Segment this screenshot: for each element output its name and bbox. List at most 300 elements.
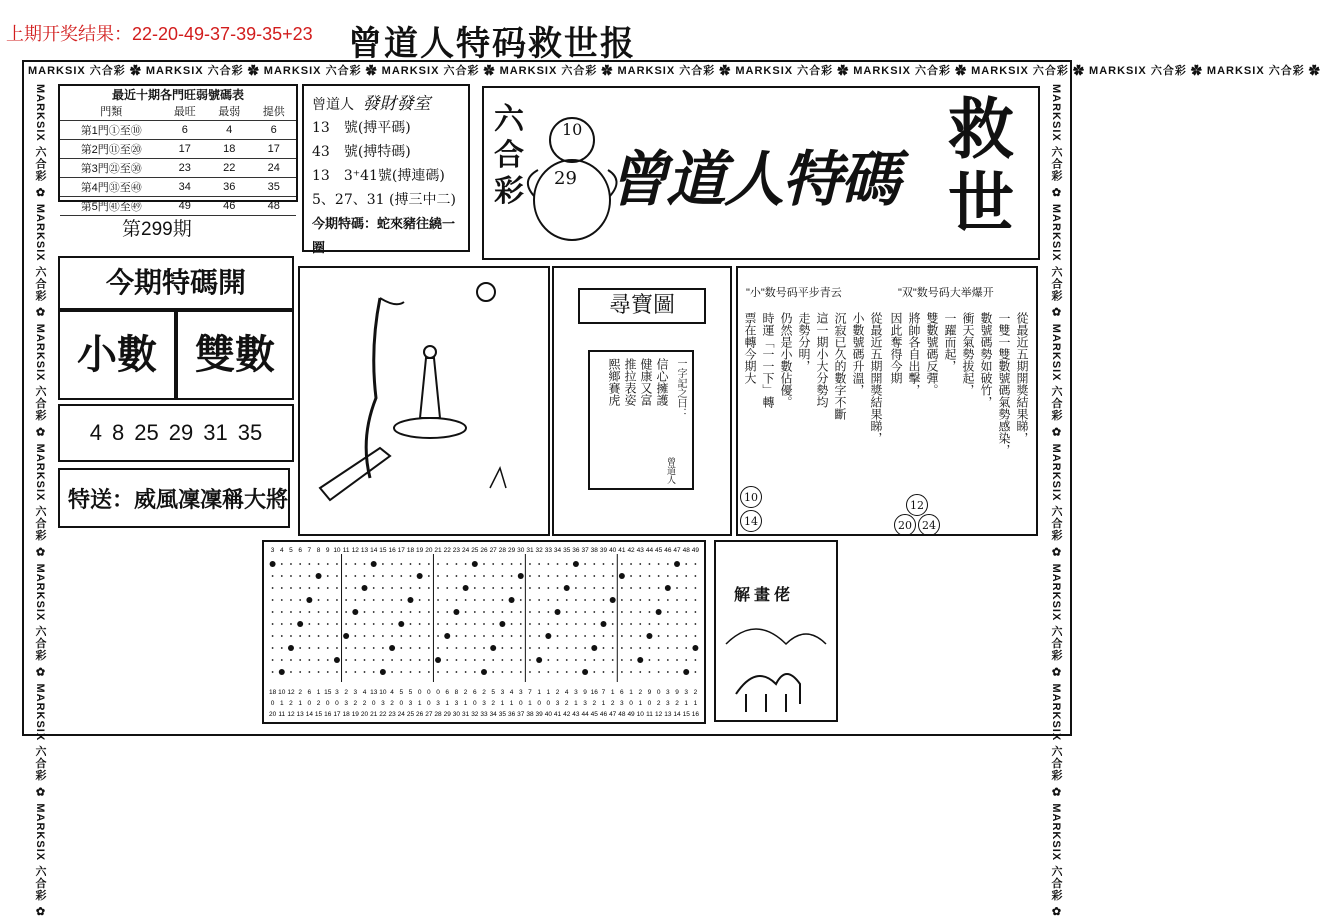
grid-dot <box>465 671 467 673</box>
grid-bottom-number: 0 <box>399 700 404 707</box>
grid-dot <box>419 623 421 625</box>
grid-dot <box>575 599 577 601</box>
grid-dot <box>557 623 559 625</box>
grid-dot <box>639 599 641 601</box>
grid-dot <box>584 563 586 565</box>
issue-number: 第299期 <box>122 219 192 240</box>
stats-row <box>60 197 296 216</box>
grid-dot <box>547 563 549 565</box>
grid-dot <box>511 587 513 589</box>
grid-dot <box>685 611 687 613</box>
grid-dot <box>492 635 494 637</box>
grid-dot <box>667 647 669 649</box>
grid-dot <box>465 623 467 625</box>
article-circle: 20 <box>894 514 916 536</box>
grid-dot <box>658 623 660 625</box>
grid-dot <box>557 635 559 637</box>
grid-bottom-number: 3 <box>335 689 339 696</box>
grid-dot <box>566 671 568 673</box>
grid-dot <box>456 647 458 649</box>
grid-dot <box>308 611 310 613</box>
grid-dot <box>667 623 669 625</box>
last-result <box>6 20 313 46</box>
grid-dot <box>695 623 697 625</box>
grid-bottom-number: 1 <box>500 700 505 707</box>
grid-hit-dot <box>279 669 285 675</box>
grid-bottom-number: 0 <box>335 700 339 707</box>
grid-dot <box>557 647 559 649</box>
grid-dot <box>299 599 301 601</box>
grid-bottom-number: 40 <box>544 711 552 718</box>
grid-dot <box>621 671 623 673</box>
grid-dot <box>474 671 476 673</box>
grid-dot <box>272 659 274 661</box>
grid-hit-dot <box>582 669 588 675</box>
grid-dot <box>299 647 301 649</box>
grid-hit-dot <box>453 609 459 615</box>
grid-dot <box>511 635 513 637</box>
grid-dot <box>547 671 549 673</box>
grid-dot <box>501 659 503 661</box>
grid-bottom-number: 0 <box>436 689 440 696</box>
grid-dot <box>391 599 393 601</box>
grid-hit-dot <box>692 645 698 651</box>
zengdaoren-signature: 發財發室 <box>362 94 431 114</box>
grid-dot <box>667 671 669 673</box>
grid-dot <box>547 623 549 625</box>
grid-dot <box>658 587 660 589</box>
grid-dot <box>621 587 623 589</box>
grid-dot <box>410 611 412 613</box>
grid-bottom-number: 2 <box>592 700 597 707</box>
grid-dot <box>318 563 320 565</box>
grid-dot <box>538 623 540 625</box>
grid-bottom-number: 2 <box>362 700 367 707</box>
grid-hit-dot <box>371 561 377 567</box>
grid-dot <box>456 671 458 673</box>
grid-bottom-number: 24 <box>397 711 405 718</box>
grid-bottom-number: 1 <box>298 700 302 707</box>
result-numbers: 22-20-49-37-39-35+23 <box>132 24 313 44</box>
grid-dot <box>364 599 366 601</box>
grid-dot <box>428 635 430 637</box>
grid-hit-dot <box>509 597 515 603</box>
treasure-column: 信心擁護 <box>655 358 669 406</box>
grid-bottom-number: 1 <box>629 689 633 696</box>
grid-dot <box>511 659 513 661</box>
grid-dot <box>538 563 540 565</box>
grid-dot <box>630 635 632 637</box>
grid-dot <box>483 647 485 649</box>
grid-hit-dot <box>306 597 312 603</box>
grid-dot <box>428 587 430 589</box>
grid-dot <box>364 635 366 637</box>
grid-dot <box>446 575 448 577</box>
grid-dot <box>281 611 283 613</box>
grid-dot <box>547 659 549 661</box>
grid-bottom-number: 2 <box>298 689 302 696</box>
grid-dot <box>547 611 549 613</box>
grid-dot <box>456 599 458 601</box>
stats-cell: 23 <box>163 159 207 178</box>
article-column: 因此奪得今期 <box>889 312 903 384</box>
grid-dot <box>308 623 310 625</box>
grid-dot <box>511 647 513 649</box>
grid-dot <box>437 671 439 673</box>
grid-dot <box>364 611 366 613</box>
grid-dot <box>649 623 651 625</box>
grid-dot <box>336 563 338 565</box>
grid-bottom-number: 4 <box>564 689 569 696</box>
stats-cell: 48 <box>251 197 296 216</box>
grid-dot <box>354 563 356 565</box>
logo-title: 曾道人特碼 <box>608 145 898 215</box>
grid-dot <box>354 587 356 589</box>
grid-dot <box>649 587 651 589</box>
grid-dot <box>685 647 687 649</box>
grid-dot <box>584 599 586 601</box>
grid-dot <box>658 635 660 637</box>
watermark-right: MARKSIX 六合彩 ✿ MARKSIX 六合彩 ✿ MARKSIX 六合彩 ✿ MARKSIX 六合彩 ✿ MARKSIX 六合彩 ✿ MARKSIX 六合彩 ✿ MARKSIX 六合彩 ✿ <box>1050 84 1062 919</box>
grid-bottom-number: 31 <box>461 711 470 718</box>
grid-dot <box>382 587 384 589</box>
grid-header-number: 16 <box>388 547 396 554</box>
grid-dot <box>474 647 476 649</box>
grid-dot <box>676 599 678 601</box>
grid-dot <box>603 659 605 661</box>
grid-bottom-number: 0 <box>518 700 523 707</box>
article-head-small: "小"数号码平步青云 <box>746 287 842 299</box>
grid-header-number: 26 <box>480 547 488 554</box>
stats-cell: 17 <box>163 140 207 159</box>
stats-cell: 第5門㊶至㊾ <box>60 197 163 216</box>
grid-bottom-number: 42 <box>563 711 571 718</box>
grid-dot <box>566 599 568 601</box>
grid-bottom-number: 3 <box>500 689 505 696</box>
grid-dot <box>557 659 559 661</box>
grid-header-number: 22 <box>443 547 451 554</box>
grid-hit-dot <box>646 633 652 639</box>
grid-bottom-number: 15 <box>314 711 323 718</box>
grid-dot <box>272 647 274 649</box>
grid-bottom-number: 0 <box>546 700 551 707</box>
grid-dot <box>290 563 292 565</box>
grid-dot <box>676 611 678 613</box>
grid-bottom-number: 2 <box>638 689 643 696</box>
grid-dot <box>272 671 274 673</box>
grid-dot <box>529 671 531 673</box>
grid-bottom-number: 1 <box>684 700 689 707</box>
grid-bottom-number: 27 <box>425 711 433 718</box>
grid-dot <box>327 611 329 613</box>
grid-dot <box>612 659 614 661</box>
grid-dot <box>529 635 531 637</box>
grid-bottom-number: 10 <box>636 711 644 718</box>
open-left: 小數 <box>58 310 176 400</box>
pick-number: 25 <box>134 420 159 445</box>
grid-bottom-number: 0 <box>537 700 541 707</box>
grid-header-number: 49 <box>691 547 700 554</box>
grid-dot <box>364 659 366 661</box>
grid-bottom-number: 3 <box>666 689 670 696</box>
grid-dot <box>437 575 439 577</box>
grid-dot <box>446 563 448 565</box>
grid-header-number: 6 <box>298 547 302 554</box>
grid-dot <box>456 623 458 625</box>
grid-dot <box>373 587 375 589</box>
grid-hit-dot <box>573 561 579 567</box>
grid-dot <box>492 671 494 673</box>
grid-bottom-number: 2 <box>482 689 486 696</box>
grid-dot <box>373 623 375 625</box>
grid-dot <box>272 623 274 625</box>
grid-bottom-number: 14 <box>673 711 681 718</box>
grid-dot <box>373 575 375 577</box>
grid-dot <box>290 575 292 577</box>
grid-bottom-number: 6 <box>307 689 312 696</box>
grid-dot <box>612 587 614 589</box>
grid-dot <box>603 671 605 673</box>
grid-dot <box>547 575 549 577</box>
grid-dot <box>318 671 320 673</box>
grid-dot <box>391 575 393 577</box>
grid-dot <box>446 599 448 601</box>
grid-dot <box>456 575 458 577</box>
grid-bottom-number: 5 <box>408 689 413 696</box>
grid-dot <box>345 659 347 661</box>
grid-dot <box>382 599 384 601</box>
grid-dot <box>410 647 412 649</box>
grid-dot <box>676 659 678 661</box>
riddle-strip <box>714 540 838 576</box>
zengdaoren-heading <box>312 92 460 116</box>
grid-bottom-number: 1 <box>601 700 606 707</box>
grid-dot <box>649 575 651 577</box>
grid-dot <box>382 563 384 565</box>
grid-header-number: 31 <box>526 547 534 554</box>
grid-dot <box>336 599 338 601</box>
grid-dot <box>492 623 494 625</box>
stats-cell: 4 <box>207 121 251 140</box>
grid-dot <box>336 635 338 637</box>
grid-bottom-number: 3 <box>583 700 587 707</box>
grid-hit-dot <box>518 573 524 579</box>
grid-bottom-number: 2 <box>555 689 560 696</box>
grid-bottom-number: 9 <box>675 689 679 696</box>
stats-table-box <box>58 84 298 213</box>
grid-dot <box>400 611 402 613</box>
grid-bottom-number: 25 <box>406 711 415 718</box>
woman-tree-illustration <box>300 268 548 534</box>
article-column: 從最近五期開獎結果睇， <box>869 312 883 444</box>
grid-bottom-number: 33 <box>480 711 488 718</box>
grid-dot <box>593 611 595 613</box>
grid-dot <box>354 623 356 625</box>
grid-bottom-number: 20 <box>268 711 277 718</box>
grid-dot <box>685 599 687 601</box>
grid-bottom-number: 6 <box>472 689 477 696</box>
grid-dot <box>529 611 531 613</box>
grid-dot <box>318 647 320 649</box>
watermark-top: MARKSIX 六合彩 ✿ MARKSIX 六合彩 ✿ MARKSIX 六合彩 ✿ MARKSIX 六合彩 ✿ MARKSIX 六合彩 ✿ MARKSIX 六合彩 ✿ MARKSIX 六合彩 ✿ MARKSIX 六合彩 ✿ MARKSIX 六合彩 ✿ MARKSIX 六合彩 ✿ MARKSIX 六合彩 ✿ <box>28 65 1321 77</box>
grid-bottom-number: 6 <box>445 689 450 696</box>
article-box <box>736 266 1038 536</box>
grid-hit-dot <box>536 657 542 663</box>
grid-header-number: 18 <box>406 547 415 554</box>
grid-dot <box>676 575 678 577</box>
grid-dot <box>511 623 513 625</box>
grid-header-number: 11 <box>342 547 350 554</box>
grid-dot <box>364 563 366 565</box>
grid-dot <box>318 599 320 601</box>
stats-header: 最旺 <box>163 102 207 121</box>
grid-dot <box>566 659 568 661</box>
grid-dot <box>575 659 577 661</box>
grid-bottom-number: 2 <box>344 689 348 696</box>
stats-header-row <box>60 102 296 121</box>
stats-cell: 第1門①至⑩ <box>60 121 163 140</box>
grid-bottom-number: 2 <box>693 689 698 696</box>
grid-dot <box>474 611 476 613</box>
grid-bottom-number: 18 <box>342 711 350 718</box>
grid-bottom-number: 46 <box>599 711 608 718</box>
grid-dot <box>612 563 614 565</box>
trend-grid-svg <box>264 542 704 722</box>
grid-dot <box>538 635 540 637</box>
grid-hit-dot <box>656 609 662 615</box>
grid-dot <box>299 575 301 577</box>
grid-dot <box>336 623 338 625</box>
grid-bottom-number: 11 <box>646 711 653 718</box>
article-column: 這一期小大分勢均 <box>815 312 829 408</box>
grid-hit-dot <box>297 621 303 627</box>
grid-dot <box>621 647 623 649</box>
camel-illustration <box>716 604 836 720</box>
grid-dot <box>584 659 586 661</box>
grid-bottom-number: 3 <box>666 700 670 707</box>
grid-dot <box>685 659 687 661</box>
grid-bottom-number: 19 <box>351 711 359 718</box>
grid-dot <box>492 587 494 589</box>
grid-bottom-number: 3 <box>408 700 413 707</box>
grid-bottom-number: 2 <box>675 700 679 707</box>
treasure-column: 健康又富 <box>639 358 653 406</box>
grid-dot <box>612 647 614 649</box>
grid-dot <box>520 611 522 613</box>
article-column: 票在轉今期大 <box>743 312 757 384</box>
grid-dot <box>410 563 412 565</box>
article-column: 仍然是小數佔優。 <box>779 312 793 408</box>
grid-dot <box>547 587 549 589</box>
grid-header-number: 5 <box>289 547 293 554</box>
grid-dot <box>364 623 366 625</box>
grid-header-number: 35 <box>563 547 571 554</box>
grid-dot <box>575 647 577 649</box>
grid-dot <box>676 623 678 625</box>
grid-bottom-number: 21 <box>370 711 378 718</box>
grid-dot <box>557 599 559 601</box>
grid-dot <box>419 599 421 601</box>
grid-dot <box>327 563 329 565</box>
grid-hit-dot <box>389 645 395 651</box>
grid-dot <box>667 635 669 637</box>
grid-dot <box>649 599 651 601</box>
grid-dot <box>400 587 402 589</box>
grid-bottom-number: 4 <box>509 689 514 696</box>
grid-header-number: 17 <box>397 547 405 554</box>
grid-bottom-number: 7 <box>601 689 606 696</box>
grid-dot <box>501 599 503 601</box>
article-column: 將帥各自出擊， <box>907 312 921 396</box>
grid-dot <box>354 659 356 661</box>
grid-bottom-number: 3 <box>555 700 560 707</box>
grid-hit-dot <box>499 621 505 627</box>
grid-dot <box>446 647 448 649</box>
grid-dot <box>685 623 687 625</box>
grid-bottom-number: 6 <box>620 689 624 696</box>
grid-dot <box>308 647 310 649</box>
grid-bottom-number: 29 <box>443 711 451 718</box>
grid-dot <box>364 575 366 577</box>
article-column: 一躍而起， <box>943 312 957 372</box>
stats-cell: 18 <box>207 140 251 159</box>
grid-dot <box>603 611 605 613</box>
grid-bottom-number: 1 <box>463 700 468 707</box>
grid-bottom-number: 1 <box>509 700 514 707</box>
grid-bottom-number: 41 <box>553 711 562 718</box>
grid-hit-dot <box>343 633 349 639</box>
grid-dot <box>419 587 421 589</box>
grid-dot <box>492 659 494 661</box>
grid-dot <box>474 587 476 589</box>
grid-hit-dot <box>380 669 386 675</box>
grid-bottom-number: 23 <box>388 711 396 718</box>
grid-header-number: 41 <box>618 547 626 554</box>
grid-dot <box>382 647 384 649</box>
article-circle: 12 <box>906 494 928 516</box>
grid-bottom-number: 34 <box>489 711 497 718</box>
grid-dot <box>410 635 412 637</box>
zengdaoren-name: 曾道人 <box>312 97 354 113</box>
grid-header-number: 13 <box>360 547 369 554</box>
grid-bottom-number: 16 <box>691 711 700 718</box>
grid-bottom-number: 3 <box>436 700 440 707</box>
grid-dot <box>639 671 641 673</box>
grid-dot <box>685 635 687 637</box>
grid-bottom-number: 2 <box>353 700 358 707</box>
grid-dot <box>658 599 660 601</box>
grid-dot <box>529 659 531 661</box>
grid-dot <box>391 563 393 565</box>
grid-dot <box>566 575 568 577</box>
stats-cell: 第2門⑪至⑳ <box>60 140 163 159</box>
article-column: 衝天氣勢拔起， <box>961 312 975 396</box>
grid-dot <box>299 659 301 661</box>
grid-dot <box>529 647 531 649</box>
grid-bottom-number: 0 <box>307 700 312 707</box>
grid-bottom-number: 3 <box>620 700 624 707</box>
grid-dot <box>649 611 651 613</box>
grid-bottom-number: 15 <box>324 689 332 696</box>
grid-header-number: 33 <box>544 547 552 554</box>
grid-hit-dot <box>564 585 570 591</box>
grid-dot <box>621 599 623 601</box>
grid-dot <box>345 575 347 577</box>
grid-header-number: 39 <box>599 547 608 554</box>
grid-dot <box>382 659 384 661</box>
grid-dot <box>520 563 522 565</box>
grid-dot <box>428 671 430 673</box>
